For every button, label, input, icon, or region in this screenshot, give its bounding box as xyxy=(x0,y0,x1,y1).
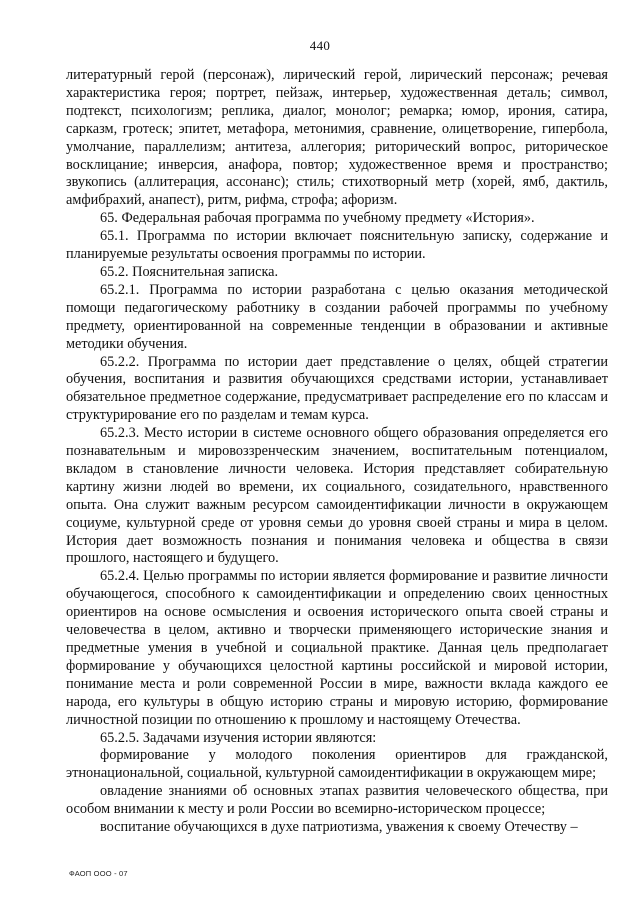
paragraph-65-2-1: 65.2.1. Программа по истории разработана с целью оказания методической помощи педагогическому работнику в создании рабочей программы по учебному предмету, ориентированной на современные тенденции в образовании и активные методики обучения. xyxy=(66,281,608,352)
paragraph-65-2-2: 65.2.2. Программа по истории дает представление о целях, общей стратегии обучения, воспитания и развития обучающихся средствами истории, устанавливает обязательное предметное содержание, предусматривает распределение его по классам и структурирование его по разделам и темам курса. xyxy=(66,353,608,424)
list-item-upbringing: воспитание обучающихся в духе патриотизма, уважения к своему Отечеству – xyxy=(100,819,578,836)
section-heading-65: 65. Федеральная рабочая программа по учебному предмету «История». xyxy=(100,210,535,227)
document-body xyxy=(66,67,608,837)
paragraph-continuation: литературный герой (персонаж), лирический герой, лирический персонаж; речевая характеристика героя; портрет, пейзаж, интерьер, художественная деталь; символ, подтекст, психологизм; реплика, диалог, монолог; ремарка; юмор, ирония, сатира, сарказм, гротеск; эпитет, метафора, метонимия, сравнение, олицетворение, гипербола, умолчание, параллелизм; антитеза, аллегория; риторический вопрос, риторическое восклицание; инверсия, анафора, повтор; художественное время и пространство; звукопись (аллитерация, ассонанс); стиль; стихотворный метр (хорей, ямб, дактиль, амфибрахий, анапест), ритм, рифма, строфа; афоризм. xyxy=(66,67,608,209)
paragraph-65-1: 65.1. Программа по истории включает пояснительную записку, содержание и планируемые результаты освоения программы по истории. xyxy=(66,228,608,263)
document-footer-code: ФАОП ООО - 07 xyxy=(69,869,128,878)
paragraph-65-2-3: 65.2.3. Место истории в системе основного общего образования определяется его познавательным и мировоззренческим значением, воспитательным потенциалом, вкладом в становление личности человека. История представляет собирательную картину жизни людей во времени, их социального, созидательного, нравственного опыта. Она служит важным ресурсом самоидентификации личности в окружающем социуме, культурной среде от уровня семьи до уровня своей страны и мира в целом. История дает возможность познания и понимания человека и общества в связи прошлого, настоящего и будущего. xyxy=(66,425,608,567)
list-item-knowledge: овладение знаниями об основных этапах развития человеческого общества, при особом внимании к месту и роли России во всемирно-историческом процессе; xyxy=(66,783,608,818)
page-number: 440 xyxy=(309,38,331,53)
list-item-formation: формирование у молодого поколения ориентиров для гражданской, этнонациональной, социальной, культурной самоидентификации в окружающем мире; xyxy=(66,747,608,782)
paragraph-65-2-4: 65.2.4. Целью программы по истории является формирование и развитие личности обучающегося, способного к самоидентификации и определению своих ценностных ориентиров на основе осмысления и освоения исторического опыта своей страны и человечества в целом, активно и творчески применяющего исторические знания и предметные умения в учебной и социальной практике. Данная цель предполагает формирование у обучающихся целостной картины российской и мировой истории, понимание места и роли современной России в мире, важности вклада каждого ее народа, его культуры в общую историю страны и мировую историю, формирование личностной позиции по отношению к прошлому и настоящему Отечества. xyxy=(66,568,608,728)
paragraph-65-2: 65.2. Пояснительная записка. xyxy=(100,263,279,280)
paragraph-65-2-5: 65.2.5. Задачами изучения истории являются: xyxy=(100,729,377,746)
